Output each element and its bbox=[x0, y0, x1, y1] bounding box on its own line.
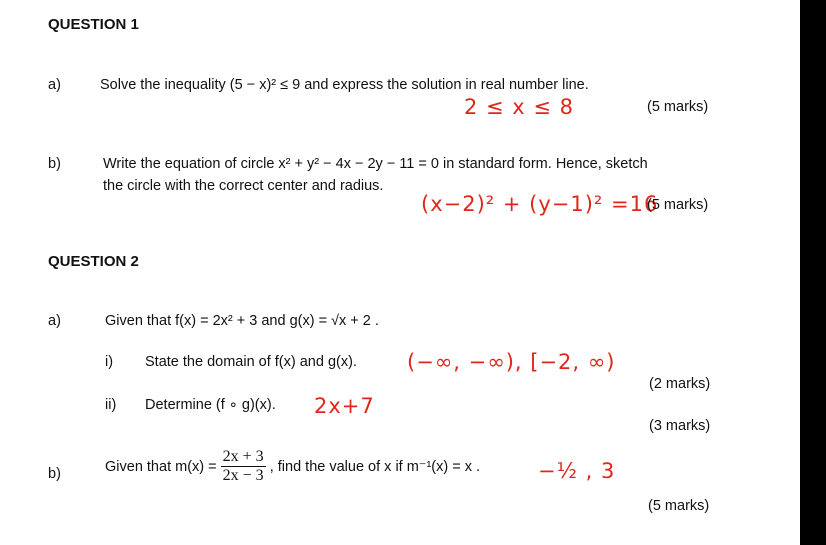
q2-a-ii-text: Determine (f ∘ g)(x). bbox=[145, 397, 276, 413]
q2-a-i-handwritten-answer: (−∞, −∞), [−2, ∞) bbox=[407, 350, 616, 374]
q1-a-text: Solve the inequality (5 − x)² ≤ 9 and express the solution in real number line. bbox=[100, 77, 589, 93]
question-2-heading: QUESTION 2 bbox=[48, 253, 139, 270]
q2-b-text-post: , find the value of x if m⁻¹(x) = x . bbox=[269, 458, 481, 475]
q2-b-fraction bbox=[221, 448, 266, 485]
q1-a-marks: (5 marks) bbox=[647, 99, 709, 115]
q1-b-handwritten-answer: (x−2)² + (y−1)² =16 bbox=[421, 192, 659, 216]
q2-a-i-label: i) bbox=[105, 354, 114, 370]
question-1-heading: QUESTION 1 bbox=[48, 16, 139, 33]
q2-a-text: Given that f(x) = 2x² + 3 and g(x) = √x + 2 . bbox=[105, 313, 379, 329]
q2-b-marks: (5 marks) bbox=[648, 498, 710, 514]
q1-b-label: b) bbox=[48, 156, 61, 172]
q1-a-label: a) bbox=[48, 77, 61, 93]
fraction-denominator: 2x − 3 bbox=[222, 467, 264, 484]
q2-a-i-marks: (2 marks) bbox=[649, 376, 711, 392]
fraction-numerator: 2x + 3 bbox=[222, 448, 264, 465]
q1-a-handwritten-answer: 2 ≤ x ≤ 8 bbox=[464, 95, 575, 119]
q2-b-text bbox=[105, 448, 480, 485]
q1-b-text-line1: Write the equation of circle x² + y² − 4x − 2y − 11 = 0 in standard form. Hence, sketch bbox=[103, 156, 648, 172]
q2-b-text-pre: Given that m(x) = bbox=[105, 458, 217, 475]
q2-b-handwritten-answer: −½ , 3 bbox=[538, 459, 616, 483]
q2-b-label: b) bbox=[48, 466, 61, 482]
q2-a-ii-marks: (3 marks) bbox=[649, 418, 711, 434]
q2-a-i-text: State the domain of f(x) and g(x). bbox=[145, 354, 357, 370]
right-edge-bar bbox=[800, 0, 826, 545]
q2-a-label: a) bbox=[48, 313, 61, 329]
q1-b-marks: (5 marks) bbox=[647, 197, 709, 213]
q2-a-ii-handwritten-answer: 2x+7 bbox=[314, 394, 375, 418]
q1-b-text-line2: the circle with the correct center and radius. bbox=[103, 178, 384, 194]
q2-a-ii-label: ii) bbox=[105, 397, 117, 413]
